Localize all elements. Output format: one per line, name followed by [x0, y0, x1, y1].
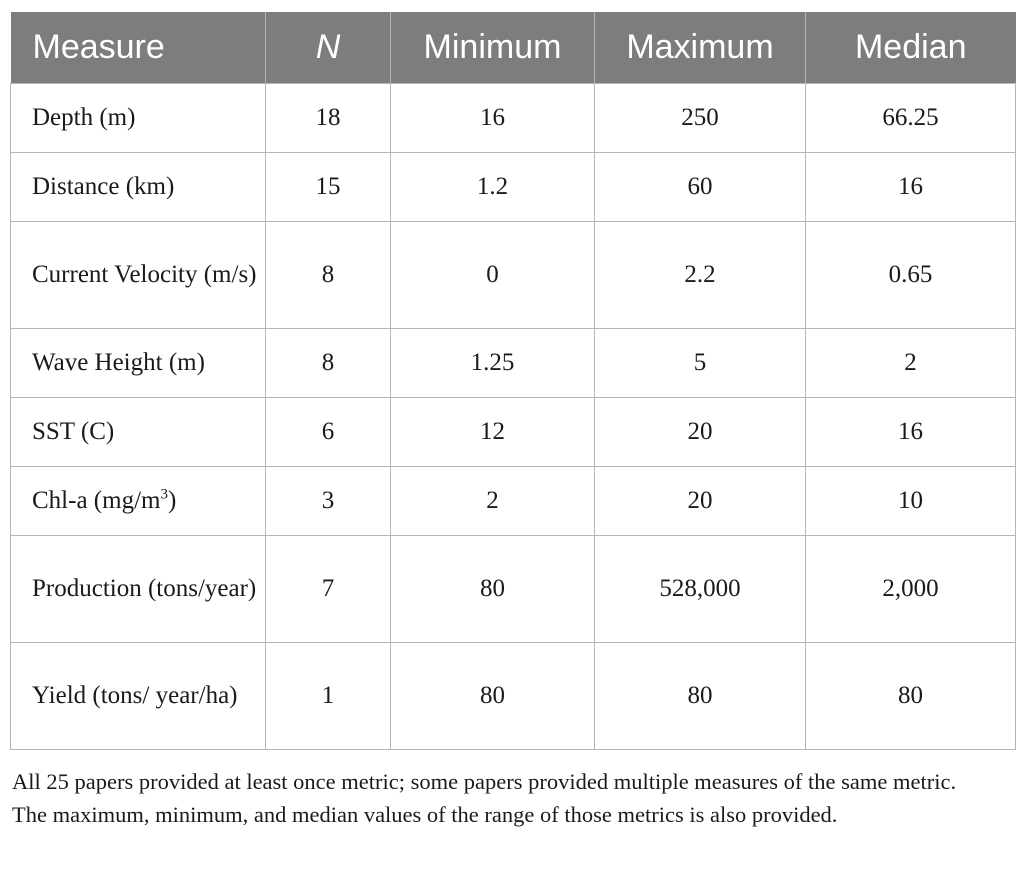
n-cell: 8	[266, 222, 391, 329]
maximum-cell: 250	[595, 84, 806, 153]
minimum-cell: 80	[391, 536, 595, 643]
maximum-cell: 60	[595, 153, 806, 222]
table-footnotes	[12, 765, 1017, 831]
table-row	[11, 536, 1016, 643]
table-row	[11, 222, 1016, 329]
measure-cell: Depth (m)	[11, 84, 266, 153]
median-cell: 10	[806, 467, 1016, 536]
measure-cell: Wave Height (m)	[11, 329, 266, 398]
maximum-cell: 528,000	[595, 536, 806, 643]
minimum-cell: 12	[391, 398, 595, 467]
header-n: N	[266, 12, 391, 84]
n-cell: 15	[266, 153, 391, 222]
measure-cell	[11, 467, 266, 536]
n-cell: 6	[266, 398, 391, 467]
n-cell: 7	[266, 536, 391, 643]
maximum-cell: 20	[595, 398, 806, 467]
minimum-cell: 80	[391, 643, 595, 750]
table-row	[11, 153, 1016, 222]
table-header-row	[11, 12, 1016, 84]
measure-cell: SST (C)	[11, 398, 266, 467]
median-cell: 0.65	[806, 222, 1016, 329]
minimum-cell: 0	[391, 222, 595, 329]
footnote: All 25 papers provided at least once metric; some papers provided multiple measures of the same metric.	[12, 769, 957, 794]
maximum-cell: 5	[595, 329, 806, 398]
median-cell: 80	[806, 643, 1016, 750]
table-row	[11, 329, 1016, 398]
measure-suffix: )	[167, 487, 177, 514]
n-cell: 1	[266, 643, 391, 750]
header-measure: Measure	[11, 12, 266, 84]
n-cell: 3	[266, 467, 391, 536]
maximum-cell: 80	[595, 643, 806, 750]
median-cell: 2	[806, 329, 1016, 398]
table-row	[11, 467, 1016, 536]
measure-cell: Current Velocity (m/s)	[11, 222, 266, 329]
header-median: Median	[806, 12, 1016, 84]
minimum-cell: 1.2	[391, 153, 595, 222]
measure-text: Chl-a (mg/m	[32, 487, 161, 514]
metrics-table	[10, 12, 1016, 750]
metrics-table-container	[10, 12, 1015, 750]
median-cell: 66.25	[806, 84, 1016, 153]
table-row	[11, 84, 1016, 153]
minimum-cell: 2	[391, 467, 595, 536]
table-row	[11, 398, 1016, 467]
header-minimum: Minimum	[391, 12, 595, 84]
minimum-cell: 16	[391, 84, 595, 153]
maximum-cell: 20	[595, 467, 806, 536]
median-cell: 2,000	[806, 536, 1016, 643]
superscript: 3	[160, 486, 168, 503]
header-maximum: Maximum	[595, 12, 806, 84]
measure-cell: Yield (tons/ year/ha)	[11, 643, 266, 750]
n-cell: 18	[266, 84, 391, 153]
measure-cell: Production (tons/year)	[11, 536, 266, 643]
minimum-cell: 1.25	[391, 329, 595, 398]
n-cell: 8	[266, 329, 391, 398]
median-cell: 16	[806, 153, 1016, 222]
measure-cell: Distance (km)	[11, 153, 266, 222]
median-cell: 16	[806, 398, 1016, 467]
maximum-cell: 2.2	[595, 222, 806, 329]
table-row	[11, 643, 1016, 750]
footnote: The maximum, minimum, and median values of the range of those metrics is also provided.	[12, 802, 838, 827]
